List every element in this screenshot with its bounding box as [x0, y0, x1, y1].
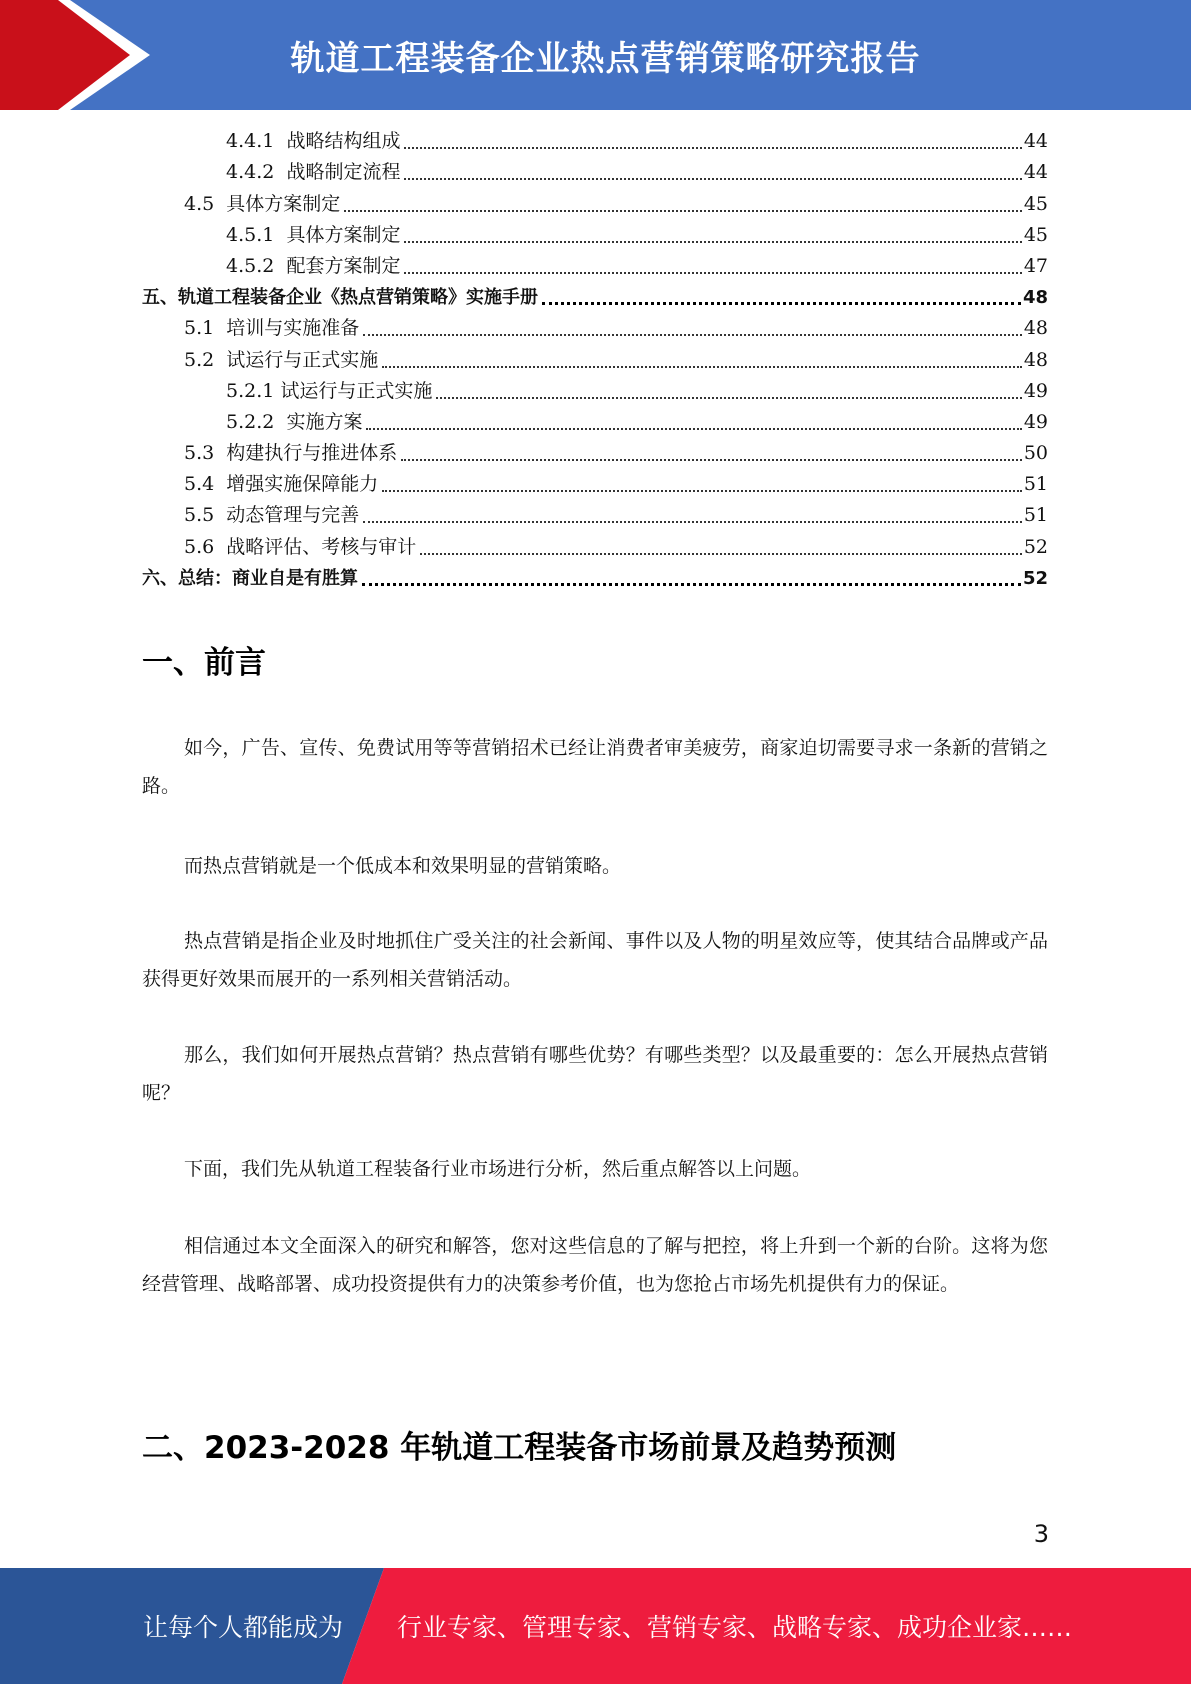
footer-slogan-left: 让每个人都能成为	[143, 1613, 344, 1642]
toc-dot-leader	[436, 397, 1021, 399]
toc-entry[interactable]	[142, 126, 1048, 157]
toc-entry-number: 5.1	[184, 317, 227, 340]
preface-paragraph: 那么，我们如何开展热点营销？热点营销有哪些优势？有哪些类型？以及最重要的：怎么开展热点营销呢？	[142, 1044, 1048, 1104]
toc-dot-leader	[363, 521, 1022, 523]
report-title: 轨道工程装备企业热点营销策略研究报告	[290, 38, 921, 79]
toc-entry-title: 战略结构组成	[286, 130, 401, 153]
toc-entry-title: 具体方案制定	[286, 223, 401, 246]
toc-entry-page: 48	[1023, 317, 1048, 340]
toc-entry-page: 49	[1023, 379, 1048, 402]
toc-entry-number: 4.5.1	[226, 223, 287, 246]
toc-dot-leader	[363, 334, 1022, 336]
toc-entry[interactable]	[142, 438, 1048, 469]
toc-entry-title: 六、总结：商业自是有胜算	[142, 567, 358, 589]
toc-dot-leader	[344, 210, 1022, 212]
toc-dot-leader	[382, 490, 1022, 492]
toc-entry[interactable]	[142, 282, 1048, 313]
preface-heading: 一、前言	[142, 645, 266, 681]
toc-dot-leader	[404, 147, 1021, 149]
toc-entry[interactable]	[142, 376, 1048, 407]
toc-entry-number: 5.2.2	[226, 410, 287, 433]
toc-entry-page: 51	[1023, 504, 1048, 527]
toc-dot-leader	[362, 583, 1021, 586]
toc-entry[interactable]	[142, 469, 1048, 500]
toc-entry-title: 试运行与正式实施	[226, 348, 379, 371]
report-header	[0, 0, 1191, 110]
toc-dot-leader	[420, 553, 1022, 555]
preface-paragraph: 热点营销是指企业及时地抓住广受关注的社会新闻、事件以及人物的明星效应等，使其结合品牌或产品获得更好效果而展开的一系列相关营销活动。	[142, 930, 1048, 990]
toc-entry-number: 4.5.2	[226, 254, 287, 277]
toc-entry-number: 5.2	[184, 348, 227, 371]
preface-paragraph: 下面，我们先从轨道工程装备行业市场进行分析，然后重点解答以上问题。	[184, 1158, 812, 1180]
toc-entry-number: 4.4.2	[226, 161, 287, 184]
toc-entry-number: 5.5	[184, 504, 227, 527]
toc-entry-number: 4.5	[184, 192, 227, 215]
toc-entry-page: 48	[1022, 287, 1048, 309]
toc-entry-title: 实施方案	[286, 410, 363, 433]
toc-entry-page: 44	[1023, 161, 1048, 184]
toc-entry[interactable]	[142, 344, 1048, 375]
toc-entry[interactable]	[142, 500, 1048, 531]
toc-entry-title: 战略制定流程	[286, 161, 401, 184]
toc-entry-page: 51	[1023, 473, 1048, 496]
toc-entry-title: 具体方案制定	[226, 192, 341, 215]
toc-entry-page: 52	[1023, 535, 1048, 558]
toc-entry-title: 培训与实施准备	[226, 317, 360, 340]
table-of-contents	[142, 126, 1048, 594]
toc-entry-page: 49	[1023, 410, 1048, 433]
toc-entry-number: 4.4.1	[226, 130, 287, 153]
toc-entry-number: 5.2.1	[226, 379, 281, 402]
toc-entry-number: 5.6	[184, 535, 227, 558]
toc-dot-leader	[404, 178, 1021, 180]
toc-entry[interactable]	[142, 563, 1048, 594]
toc-entry-title: 配套方案制定	[286, 254, 401, 277]
toc-entry-page: 44	[1023, 130, 1048, 153]
preface-paragraph: 如今，广告、宣传、免费试用等等营销招术已经让消费者审美疲劳，商家迫切需要寻求一条新的营销之路。	[142, 737, 1048, 797]
toc-entry-title: 构建执行与推进体系	[226, 442, 398, 465]
section-heading: 二、2023-2028 年轨道工程装备市场前景及趋势预测	[142, 1430, 897, 1466]
toc-dot-leader	[366, 428, 1021, 430]
toc-entry-number: 5.3	[184, 442, 227, 465]
toc-entry-page: 52	[1022, 567, 1048, 589]
preface-paragraph: 相信通过本文全面深入的研究和解答，您对这些信息的了解与把控，将上升到一个新的台阶。这将为您经营管理、战略部署、成功投资提供有力的决策参考价值，也为您抢占市场先机提供有力的保证。	[142, 1235, 1048, 1295]
toc-entry-page: 50	[1023, 442, 1048, 465]
footer-slogan-right: 行业专家、管理专家、营销专家、战略专家、成功企业家……	[397, 1613, 1073, 1642]
toc-entry-page: 48	[1023, 348, 1048, 371]
toc-entry[interactable]	[142, 220, 1048, 251]
page-footer	[0, 1568, 1191, 1684]
toc-entry-title: 战略评估、考核与审计	[226, 535, 417, 558]
toc-entry[interactable]	[142, 188, 1048, 219]
toc-entry-title: 试运行与正式实施	[280, 379, 433, 402]
toc-entry-page: 45	[1023, 192, 1048, 215]
toc-entry[interactable]	[142, 531, 1048, 562]
toc-dot-leader	[404, 241, 1021, 243]
toc-entry[interactable]	[142, 251, 1048, 282]
preface-paragraph: 而热点营销就是一个低成本和效果明显的营销策略。	[184, 855, 622, 877]
toc-entry-page: 47	[1023, 254, 1048, 277]
toc-entry[interactable]	[142, 407, 1048, 438]
toc-entry-title: 增强实施保障能力	[226, 473, 379, 496]
toc-dot-leader	[404, 272, 1021, 274]
page-number: 3	[1033, 1520, 1049, 1548]
toc-entry[interactable]	[142, 157, 1048, 188]
toc-dot-leader	[401, 459, 1022, 461]
toc-entry-page: 45	[1023, 223, 1048, 246]
toc-entry-title: 五、轨道工程装备企业《热点营销策略》实施手册	[142, 287, 538, 309]
toc-dot-leader	[382, 366, 1022, 368]
toc-entry-number: 5.4	[184, 473, 227, 496]
toc-entry-title: 动态管理与完善	[226, 504, 360, 527]
toc-entry[interactable]	[142, 313, 1048, 344]
toc-dot-leader	[542, 302, 1021, 305]
